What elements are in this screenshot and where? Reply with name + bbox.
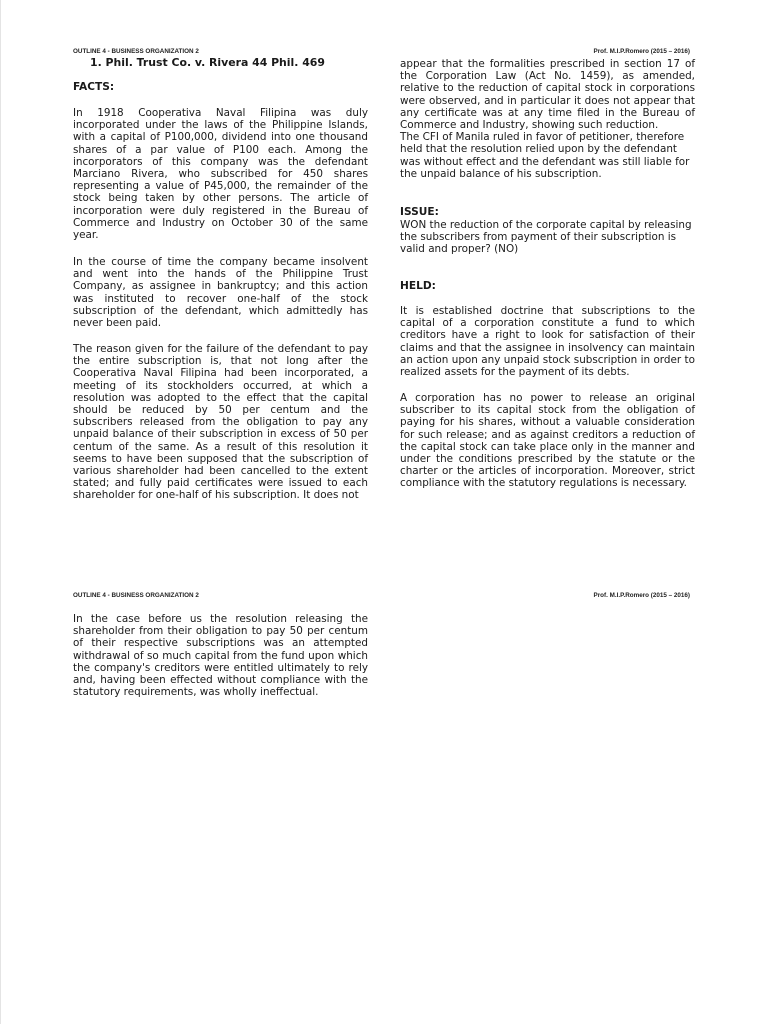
facts-continuation-column (400, 58, 695, 180)
held-column-page-2 (73, 613, 368, 698)
facts-paragraph-3-continued: appear that the formalities prescribed in section 17 of the Corporation Law (Act No. 1459), as amended, relative to the reduction of capital stock in corporations were observed, and in particular it does not appear that any certificate was at any time filed in the Bureau of Commerce and Industry, showing such reduction. (400, 58, 695, 132)
held-heading: HELD: (400, 280, 436, 292)
header-outline-title: OUTLINE 4 - BUSINESS ORGANIZATION 2 (73, 48, 199, 55)
header-professor-page-2: Prof. M.I.P.Romero (2015 – 2016) (593, 592, 690, 599)
facts-column-2 (73, 256, 368, 329)
held-paragraph-1: It is established doctrine that subscriptions to the capital of a corporation constitute a fund to which creditors have a right to look for satisfaction of their claims and that the assignee in insolvency can maintain an action upon any unpaid stock subscription in order to realized assets for the payment of its debts. (400, 305, 695, 379)
facts-column (73, 107, 368, 241)
issue-heading: ISSUE: (400, 206, 439, 218)
held-column (400, 305, 695, 378)
facts-paragraph-4: The CFI of Manila ruled in favor of petitioner, therefore held that the resolution relied upon by the defendant was without effect and the defendant was still liable for the unpaid balance of his subscription. (400, 131, 690, 180)
held-paragraph-2: A corporation has no power to release an original subscriber to its capital stock from the obligation of paying for his shares, without a valuable consideration for such release; and as against creditors a reduction of the capital stock can take place only in the manner and under the conditions prescribed by the statute or the charter or the articles of incorporation. Moreover, strict compliance with the statutory regulations is necessary. (400, 392, 695, 490)
header-professor: Prof. M.I.P.Romero (2015 – 2016) (593, 48, 690, 55)
header-outline-title-page-2: OUTLINE 4 - BUSINESS ORGANIZATION 2 (73, 592, 199, 599)
held-column-2 (400, 392, 695, 490)
facts-column-3 (73, 343, 368, 502)
issue-column (400, 219, 695, 256)
facts-paragraph-2: In the course of time the company became insolvent and went into the hands of the Philippine Trust Company, as assignee in bankruptcy; and this action was instituted to recover one-half of the stock subscription of the defendant, which admittedly has never been paid. (73, 256, 368, 330)
issue-text: WON the reduction of the corporate capital by releasing the subscribers from payment of their subscription is valid and proper? (NO) (400, 219, 692, 256)
facts-heading: FACTS: (73, 81, 115, 93)
facts-paragraph-1: In 1918 Cooperativa Naval Filipina was duly incorporated under the laws of the Philippine Islands, with a capital of P100,000, dividend into one thousand shares of a par value of P100 each. Among the incorporators of this company was the defendant Marciano Rivera, who subscribed for 450 shares representing a value of P45,000, the remainder of the stock being taken by other persons. The article of incorporation were duly registered in the Bureau of Commerce and Industry on October 30 of the same year. (73, 107, 368, 242)
held-paragraph-3: In the case before us the resolution releasing the shareholder from their obligation to pay 50 per centum of their respective subscriptions was an attempted withdrawal of so much capital from the fund upon which the company's creditors were entitled ultimately to rely and, having been effected without compliance with the statutory requirements, was wholly ineffectual. (73, 613, 368, 699)
facts-paragraph-3: The reason given for the failure of the defendant to pay the entire subscription is, that not long after the Cooperativa Naval Filipina had been incorporated, a meeting of its stockholders occurred, at which a resolution was adopted to the effect that the capital should be reduced by 50 per centum and the subscribers released from the obligation to pay any unpaid balance of their subscription in excess of 50 per centum of the same. As a result of this resolution it seems to have been supposed that the subscription of various shareholder had been cancelled to the extent stated; and fully paid certificates were issued to each shareholder for one-half of his subscription. It does not (73, 343, 368, 502)
case-title: 1. Phil. Trust Co. v. Rivera 44 Phil. 469 (90, 56, 325, 69)
